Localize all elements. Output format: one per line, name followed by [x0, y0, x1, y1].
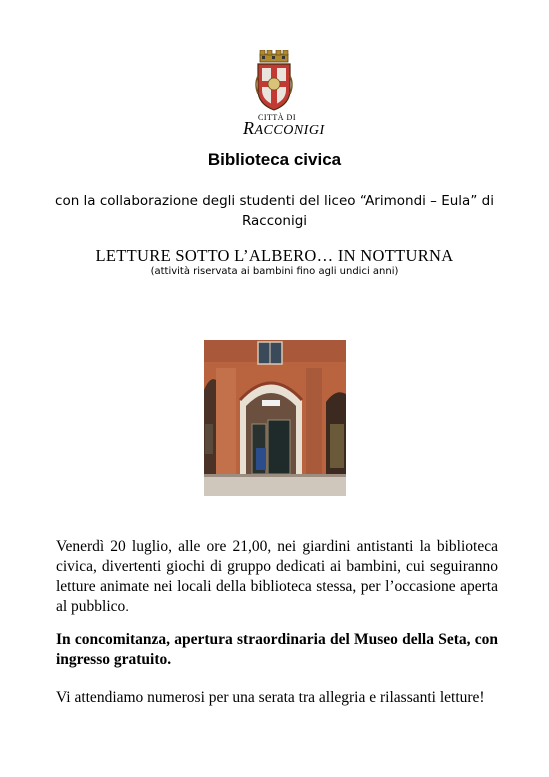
page-title: Biblioteca civica — [207, 150, 342, 169]
collaboration-text: con la collaborazione degli studenti del liceo “Arimondi – Eula” di Racconigi — [55, 193, 494, 229]
museum-notice: In concomitanza, apertura straordinaria del Museo della Seta, con ingresso gratuito. — [56, 631, 498, 668]
event-subheadline: (attività riservata ai bambini fino agli undici anni) — [150, 266, 399, 277]
event-description-end: . — [125, 600, 129, 615]
event-description-text: Venerdì 20 luglio, alle ore 21,00, nei giardini antistanti la biblioteca civica, divertenti giochi di gruppo dedicati ai bambini, cui seguiranno letture animate nei locali della biblioteca stessa, per l’occasione aperta al pubblico — [56, 538, 498, 615]
city-crest-icon — [252, 50, 296, 112]
event-headline: LETTURE SOTTO L’ALBERO… IN NOTTURNA — [95, 246, 454, 265]
logo-city-label: CITTÀ DI — [258, 113, 296, 122]
logo-name-rest: ACCONIGI — [254, 123, 325, 138]
event-description — [56, 537, 498, 618]
library-photo — [204, 340, 346, 496]
closing-invitation: Vi attendiamo numerosi per una serata tra allegria e rilassanti letture! — [56, 689, 485, 706]
logo-city-name — [243, 118, 325, 139]
logo-initial: R — [243, 118, 255, 138]
